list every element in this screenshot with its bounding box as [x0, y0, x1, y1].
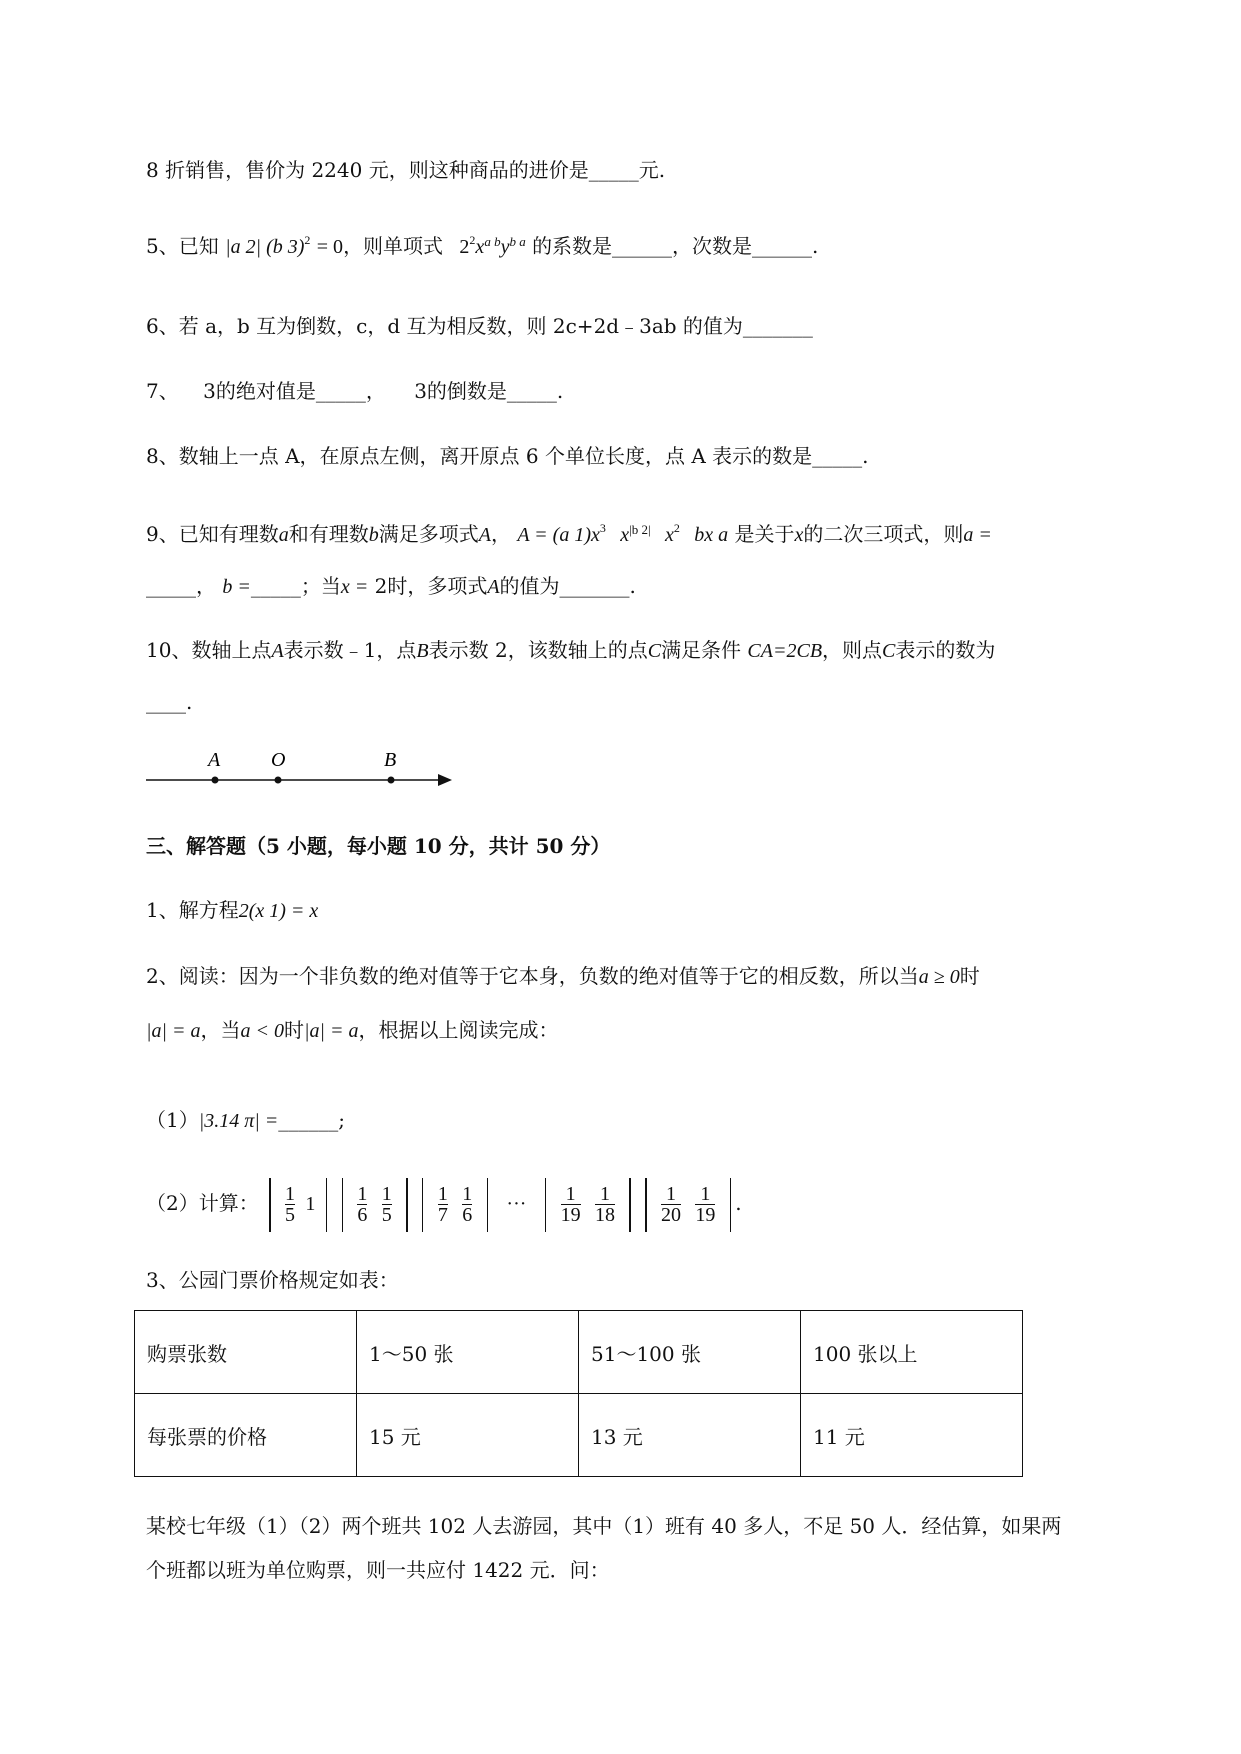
table-cell: 每张票的价格: [135, 1394, 357, 1477]
table-cell: 13 元: [579, 1394, 801, 1477]
question-10: [146, 636, 995, 665]
p3-description-2: 个班都以班为单位购票，则一共应付 1422 元．问：: [146, 1558, 610, 1582]
q5-prefix: 5、已知: [146, 234, 219, 258]
q9-x: x: [794, 524, 804, 546]
abs-bar: [645, 1178, 647, 1232]
label-B: B: [384, 749, 397, 771]
table-cell: 51～100 张: [579, 1311, 801, 1394]
question-5: [146, 232, 818, 263]
p2-when: 时: [959, 964, 980, 988]
question-6: [146, 312, 813, 340]
question-10-line-2: [146, 688, 192, 716]
table-cell: 1～50 张: [357, 1311, 579, 1394]
q9-poly-4: bx a: [694, 524, 729, 546]
problem-2: [146, 962, 980, 991]
fraction: [285, 1184, 295, 1225]
table-row: [135, 1311, 1023, 1394]
q5-y: y: [500, 236, 510, 258]
p2-1-blank: ______;: [278, 1108, 345, 1132]
q7-abs: 3的绝对值是_____，: [203, 379, 386, 403]
denominator: 6: [462, 1204, 473, 1226]
period: .: [735, 1191, 742, 1215]
q10-C: C: [647, 640, 662, 662]
abs-bar: [342, 1178, 344, 1232]
q9-poly-1: A = (a 1)x: [517, 524, 600, 546]
q5-mono-coef: 2: [459, 236, 470, 258]
table-cell: 11 元: [801, 1394, 1023, 1477]
q10-mid-1: 表示数﹣1，点: [283, 638, 417, 662]
fraction: [661, 1184, 681, 1225]
q5-y-sup: b a: [509, 234, 526, 249]
number-line: [140, 748, 460, 798]
p2-condition-1: a ≥ 0: [918, 966, 960, 988]
q10-blank: ____.: [146, 690, 193, 714]
p2-abs-1: |a| = a: [146, 1020, 201, 1042]
abs-bar: [326, 1178, 328, 1232]
p2-when-2: ，当: [200, 1018, 241, 1042]
problem-3: [146, 1266, 399, 1294]
q9-blank-a: _____，: [146, 574, 216, 598]
denominator: 19: [695, 1204, 716, 1226]
q5-equals-zero: = 0: [316, 236, 344, 258]
p2-abs-2: |a| = a: [304, 1020, 359, 1042]
numerator: 1: [666, 1183, 677, 1205]
question-9-line-2: [146, 572, 636, 601]
abs-bar: [730, 1178, 732, 1232]
abs-bar: [422, 1178, 424, 1232]
point-O: [275, 777, 282, 784]
problem-1: [146, 896, 318, 925]
q9-poly-3: x: [664, 524, 674, 546]
ellipsis: ···: [506, 1193, 527, 1215]
q9-poly-2-sup: |b 2|: [629, 522, 651, 537]
q9-a: a: [278, 524, 289, 546]
q5-mono-coef-sup: 2: [469, 233, 476, 247]
q10-condition: CA=2CB: [747, 640, 823, 662]
denominator: 5: [381, 1204, 392, 1226]
label-A: A: [208, 749, 221, 771]
fraction: [595, 1184, 615, 1225]
q10-mid-2: 表示数 2，该数轴上的点: [428, 638, 648, 662]
q5-mid: ，则单项式: [343, 234, 444, 258]
q10-mid-3: ，则点: [822, 638, 883, 662]
table-row: [135, 1394, 1023, 1477]
q9-value: 的值为_______.: [499, 574, 636, 598]
q10-B: B: [416, 640, 429, 662]
problem-3-text-1: [146, 1512, 1061, 1540]
denominator: 20: [661, 1204, 682, 1226]
q9-satisfy: 满足多项式: [378, 522, 479, 546]
text: 8 折销售，售价为 2240 元，则这种商品的进价是_____元.: [146, 158, 666, 182]
p3-description-1: 某校七年级（1）（2）两个班共 102 人去游园，其中（1）班有 40 多人，不足 50 人．经估算，如果两: [146, 1514, 1062, 1538]
q7-reciprocal: 3的倒数是_____.: [414, 379, 564, 403]
q6-text: 6、若 a，b 互为倒数，c，d 互为相反数，则 2c+2d﹣3ab 的值为_______: [146, 314, 813, 338]
fraction: [438, 1184, 448, 1225]
p2-1-expression: |3.14 π| =: [198, 1110, 279, 1132]
p2-reading: 2、阅读：因为一个非负数的绝对值等于它本身，负数的绝对值等于它的相反数，所以当: [146, 964, 919, 988]
p2-when-3: 时: [284, 1018, 304, 1042]
fraction: [382, 1184, 392, 1225]
term: 1: [305, 1193, 316, 1215]
p2-2-label: （2）计算：: [146, 1191, 259, 1215]
q9-A-2: A: [487, 576, 500, 598]
text-line-prev-question: [146, 156, 665, 184]
denominator: 18: [594, 1204, 615, 1226]
problem-2-line-2: [146, 1016, 559, 1045]
section-3-heading: [146, 832, 610, 860]
question-9: 9、已知有理数a和有理数b满足多项式A， A = (a $1)x^3$ $x^{|b 2|}$ $x^2$ bx a 是关于x的二次三项式，则a =: [146, 521, 992, 546]
q9-b-eq: b =: [222, 576, 251, 598]
abs-bar: [406, 1178, 408, 1232]
point-A: [212, 777, 219, 784]
fraction: [695, 1184, 715, 1225]
question-8: [146, 442, 868, 470]
problem-2-part-1: [146, 1106, 345, 1135]
label-O: O: [271, 749, 286, 771]
denominator: 6: [357, 1204, 368, 1226]
q5-square: 2: [304, 233, 311, 247]
p2-condition-2: a < 0: [240, 1020, 284, 1042]
q9-when: 2时，多项式: [374, 574, 488, 598]
number-line-arrow: [438, 774, 452, 786]
p3-label: 3、公园门票价格规定如表：: [146, 1268, 399, 1292]
denominator: 5: [284, 1204, 295, 1226]
q10-cond-label: 满足条件: [661, 638, 742, 662]
problem-3-text-2: [146, 1556, 610, 1584]
q5-suffix: 的系数是______，次数是______.: [532, 234, 819, 258]
q7-prefix: 7、: [146, 379, 179, 403]
numerator: 1: [284, 1183, 295, 1205]
numerator: 1: [357, 1183, 368, 1205]
q9-about: 是关于: [734, 522, 795, 546]
q9-a-eq: a =: [963, 524, 992, 546]
q9-A: A: [478, 524, 491, 546]
table-cell: 购票张数: [135, 1311, 357, 1394]
numerator: 1: [437, 1183, 448, 1205]
table-cell: 100 张以上: [801, 1311, 1023, 1394]
abs-bar: [629, 1178, 631, 1232]
q9-x-eq: x =: [340, 576, 369, 598]
q5-x: x: [475, 236, 485, 258]
q8-text: 8、数轴上一点 A，在原点左侧，离开原点 6 个单位长度，点 A 表示的数是_____.: [146, 444, 869, 468]
abs-bar: [487, 1178, 489, 1232]
p2-1-label: （1）: [146, 1108, 199, 1132]
abs-bar: [269, 1178, 271, 1232]
q9-poly-2: x: [620, 524, 630, 546]
q10-suffix: 表示的数为: [895, 638, 996, 662]
ticket-price-table: [134, 1310, 1023, 1477]
fraction: [357, 1184, 367, 1225]
p2-instruction: ，根据以上阅读完成：: [358, 1018, 559, 1042]
numerator: 1: [381, 1183, 392, 1205]
q9-poly-1-sup: 3: [599, 521, 606, 535]
q9-and: 和有理数: [288, 522, 369, 546]
p1-equation: 2(x 1) = x: [238, 900, 319, 922]
q10-A: A: [271, 640, 284, 662]
numerator: 1: [700, 1183, 711, 1205]
numerator: 1: [599, 1183, 610, 1205]
denominator: 7: [437, 1204, 448, 1226]
question-7: [146, 377, 563, 405]
section-3-title: 三、解答题（5 小题，每小题 10 分，共计 50 分）: [146, 834, 611, 858]
fraction: [561, 1184, 581, 1225]
q10-C-2: C: [882, 640, 896, 662]
q9-poly-3-sup: 2: [673, 521, 680, 535]
q9-quadratic: 的二次三项式，则: [803, 522, 964, 546]
table-cell: 15 元: [357, 1394, 579, 1477]
point-B: [388, 777, 395, 784]
numerator: 1: [462, 1183, 473, 1205]
numerator: 1: [565, 1183, 576, 1205]
q9-blank-b: _____；当: [250, 574, 341, 598]
q10-prefix: 10、数轴上点: [146, 638, 272, 662]
q9-b: b: [368, 524, 379, 546]
denominator: 19: [560, 1204, 581, 1226]
q9-prefix: 9、已知有理数: [146, 522, 279, 546]
fraction: [462, 1184, 472, 1225]
q5-expression: |a 2| (b 3): [225, 236, 305, 258]
q5-x-sup: a b: [484, 234, 501, 249]
problem-2-part-2: [146, 1176, 742, 1232]
abs-bar: [545, 1178, 547, 1232]
p1-label: 1、解方程: [146, 898, 239, 922]
